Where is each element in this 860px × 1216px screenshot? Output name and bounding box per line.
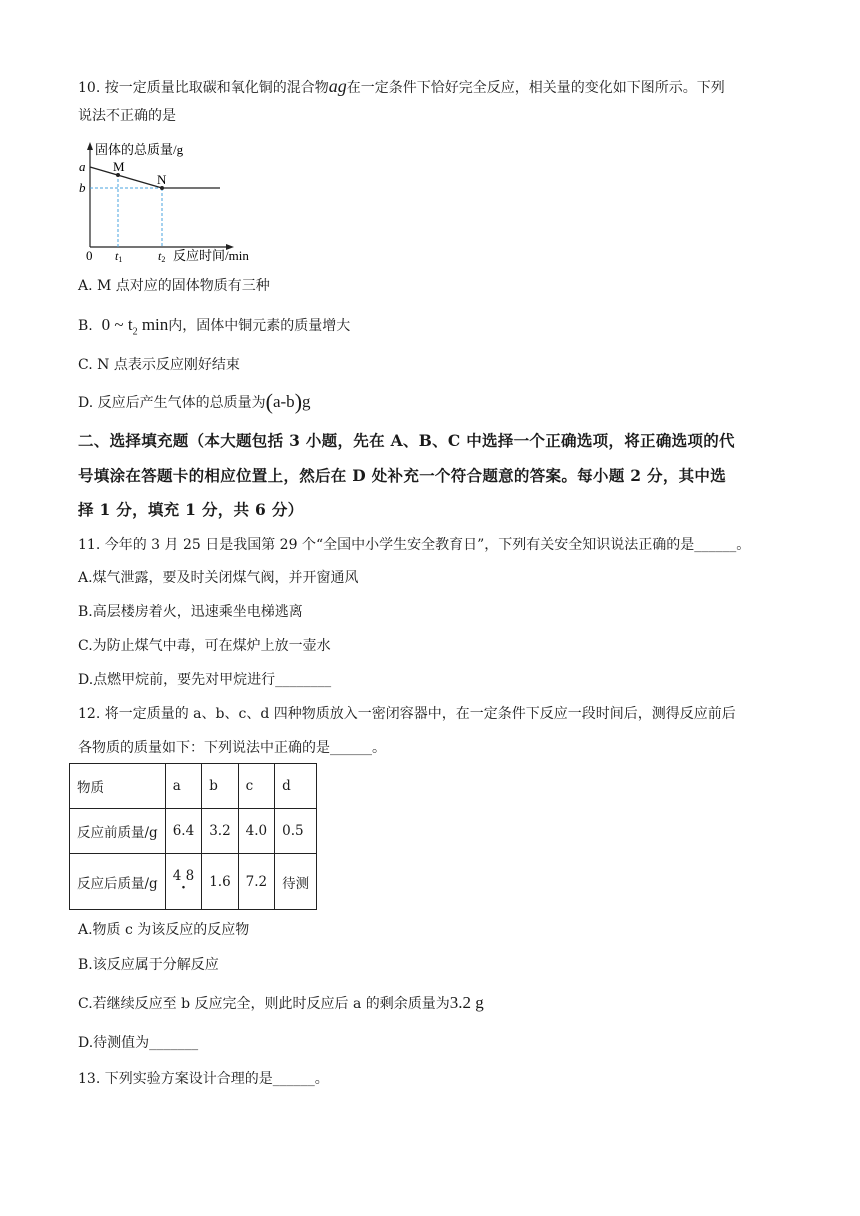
q10-mass-variable: ag (328, 76, 347, 96)
table-cell: a (165, 764, 201, 809)
table-cell: 0.5 (275, 809, 317, 854)
time-range: 0 ~ $t_2$ min (101, 315, 169, 338)
q10-option-b: B. 0 ~ $t_2$ min内，固体中铜元素的质量增大 (78, 315, 351, 338)
q10-stem-line2: 说法不正确的是 (78, 108, 176, 124)
table-cell: 4.0 (238, 809, 274, 854)
table-cell: c (238, 764, 274, 809)
y-axis-arrow (87, 142, 93, 150)
table-cell-a-after: 4 8 · (165, 854, 201, 910)
x-axis-label: 反应时间/min (173, 248, 249, 263)
q10-option-a: A. M 点对应的固体物质有三种 (78, 278, 270, 294)
table-cell: 7.2 (238, 854, 274, 910)
table-cell: 反应前质量/g (70, 809, 166, 854)
y-axis-label: 固体的总质量/g (95, 142, 184, 157)
t2-label: t2 (158, 249, 166, 264)
t1-label: t1 (115, 249, 123, 264)
q10-option-c: C. N 点表示反应刚好结束 (78, 357, 240, 373)
q11-option-c: C.为防止煤气中毒，可在煤炉上放一壶水 (78, 638, 331, 654)
q10-mass-time-graph (74, 140, 274, 265)
table-cell: 6.4 (165, 809, 201, 854)
remaining-mass-value: 3.2 g (449, 993, 484, 1012)
origin-label: 0 (86, 248, 93, 263)
q10-stem-text: 10. 按一定质量比取碳和氧化铜的混合物 (78, 80, 329, 96)
point-n-label: N (157, 172, 167, 187)
q10-option-d: D. 反应后产生气体的总质量为(a-b)g (78, 389, 311, 414)
table-row-before (70, 809, 317, 854)
table-cell: 待测 (275, 854, 317, 910)
q11-option-b: B.高层楼房着火，迅速乘坐电梯逃离 (78, 604, 303, 620)
table-cell: 3.2 (202, 809, 238, 854)
table-header-row (70, 764, 317, 809)
label-a: a (79, 159, 86, 174)
q13-stem: 13. 下列实验方案设计合理的是______。 (78, 1071, 329, 1087)
q12-option-c: C.若继续反应至 b 反应完全，则此时反应后 a 的剩余质量为3.2 g (78, 993, 484, 1012)
q12-mass-table (69, 763, 317, 910)
section2-heading-line3: 择 1 分，填充 1 分，共 6 分） (78, 500, 304, 519)
q12-stem-line1: 12. 将一定质量的 a、b、c、d 四种物质放入一密闭容器中，在一定条件下反应一段时间后，测得反应前后 (78, 706, 736, 722)
q10-stem-line1 (78, 76, 725, 98)
table-cell: 物质 (70, 764, 166, 809)
table-cell: d (275, 764, 317, 809)
table-cell: 反应后质量/g (70, 854, 166, 910)
q12-option-b: B.该反应属于分解反应 (78, 957, 219, 973)
mass-decrease-segment (90, 167, 162, 188)
label-b: b (79, 180, 86, 195)
q12-option-d: D.待测值为_______ (78, 1035, 199, 1051)
q11-option-a: A.煤气泄露，要及时关闭煤气阀，并开窗通风 (78, 570, 359, 586)
table-row-after (70, 854, 317, 910)
section2-heading-line2: 号填涂在答题卡的相应位置上，然后在 D 处补充一个符合题意的答案。每小题 2 分，其中选 (78, 466, 727, 485)
table-cell: b (202, 764, 238, 809)
section2-heading-line1: 二、选择填充题（本大题包括 3 小题，先在 A、B、C 中选择一个正确选项，将正确选项的代 (78, 431, 735, 450)
table-cell: 1.6 (202, 854, 238, 910)
q11-stem: 11. 今年的 3 月 25 日是我国第 29 个“全国中小学生安全教育日”，下列有关安全知识说法正确的是______。 (78, 537, 751, 553)
q11-option-d: D.点燃甲烷前，要先对甲烷进行________ (78, 672, 332, 688)
gas-mass-expression: (a-b)g (265, 389, 311, 414)
point-m-label: M (113, 159, 125, 174)
q10-stem-text-cont: 在一定条件下恰好完全反应，相关量的变化如下图所示。下列 (346, 80, 725, 96)
q12-stem-line2: 各物质的质量如下：下列说法中正确的是______。 (78, 740, 386, 756)
q12-option-a: A.物质 c 为该反应的反应物 (78, 922, 250, 938)
